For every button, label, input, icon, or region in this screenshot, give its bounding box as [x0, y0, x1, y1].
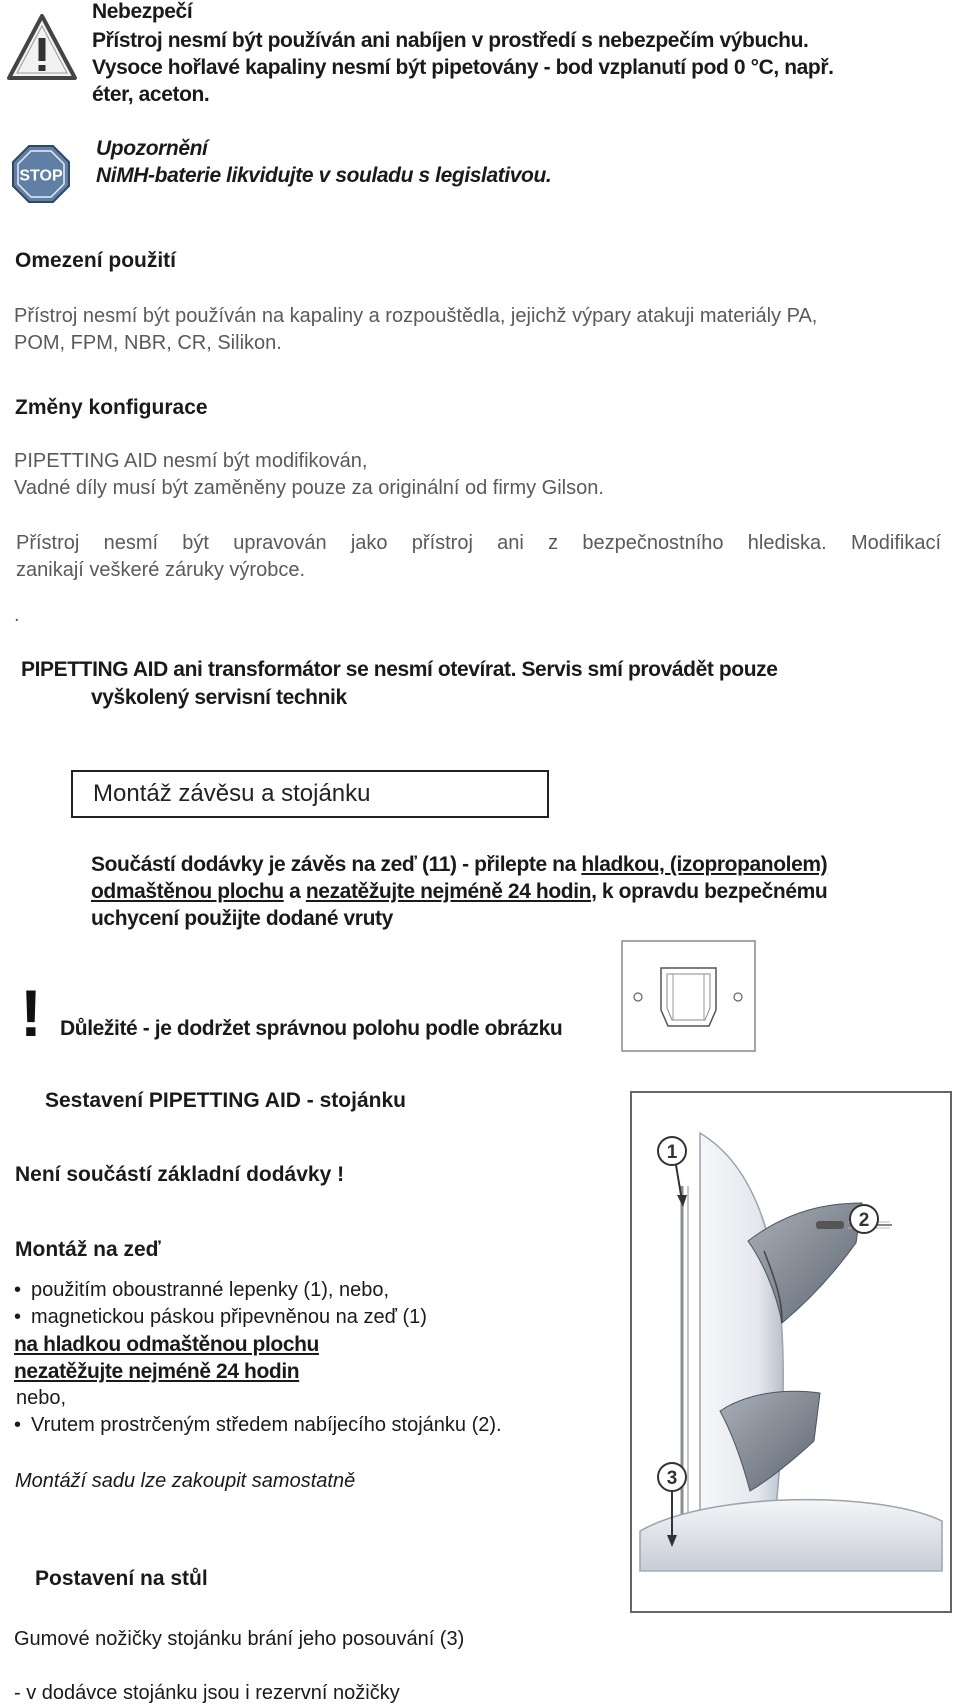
danger-line-1: Přístroj nesmí být používán ani nabíjen v prostředí s nebezpečím výbuchu. — [92, 29, 809, 52]
mount-paragraph-line-3: uchycení použijte dodané vruty — [91, 907, 393, 930]
stand-illustration — [630, 1091, 952, 1613]
smooth-surface-note: na hladkou odmaštěnou plochu — [14, 1333, 319, 1356]
warning-triangle-icon — [6, 12, 78, 82]
no-load-note: nezatěžujte nejméně 24 hodin — [14, 1360, 300, 1383]
mount-paragraph-line-1 — [91, 851, 827, 878]
mount-text-2u1: odmaštěnou plochu — [91, 880, 284, 903]
mount-text-1a: Součástí dodávky je závěs na zeď (11) - přilepte na — [91, 853, 582, 876]
restrictions-line-2: POM, FPM, NBR, CR, Silikon. — [14, 332, 282, 354]
callout-3: 3 — [666, 1468, 678, 1489]
mount-section-title: Montáž závěsu a stojánku — [71, 770, 549, 818]
table-line-1: Gumové nožičky stojánku brání jeho posouvání (3) — [14, 1628, 465, 1650]
config-line-3: Přístroj nesmí být upravován jako přístroj ani z bezpečnostního hlediska. Modifikací — [16, 532, 941, 554]
or-text: nebo, — [16, 1387, 67, 1409]
table-line-2: - v dodávce stojánku jsou i rezervní nožičky — [14, 1682, 400, 1704]
assembly-heading: Sestavení PIPETTING AID - stojánku — [45, 1089, 406, 1112]
mount-paragraph-line-2 — [91, 878, 827, 905]
mount-text-2a: a — [283, 880, 306, 903]
config-line-2: Vadné díly musí být zaměněny pouze za originální od firmy Gilson. — [14, 477, 604, 499]
danger-title: Nebezpečí — [92, 0, 193, 23]
callout-2: 2 — [858, 1210, 870, 1231]
callout-1: 1 — [666, 1142, 678, 1163]
service-line-2: vyškolený servisní technik — [91, 686, 347, 709]
important-note: Důležité - je dodržet správnou polohu podle obrázku — [60, 1017, 563, 1040]
restrictions-heading: Omezení použití — [15, 249, 177, 272]
wall-mount-bullet-2 — [14, 1304, 427, 1331]
config-line-4: zanikají veškeré záruky výrobce. — [16, 559, 306, 581]
not-included-note: Není součástí základní dodávky ! — [15, 1163, 345, 1186]
bullet-1-text: použitím oboustranné lepenky (1), nebo, — [31, 1279, 390, 1301]
config-dot: . — [14, 604, 20, 626]
stop-sign-icon — [12, 145, 70, 203]
warning-title: Upozornění — [96, 137, 208, 160]
wall-mount-bullet-3 — [14, 1412, 502, 1439]
bullet-2-text: magnetickou páskou připevněnou na zeď (1) — [31, 1306, 427, 1328]
service-line-1: PIPETTING AID ani transformátor se nesmí otevírat. Servis smí provádět pouze — [21, 658, 778, 681]
kit-note: Montáží sadu lze zakoupit samostatně — [15, 1470, 356, 1492]
exclamation-mark: ! — [20, 976, 42, 1050]
mount-text-1u: hladkou, (izopropanolem) — [581, 853, 828, 876]
config-heading: Změny konfigurace — [15, 396, 208, 419]
wall-mount-heading: Montáž na zeď — [15, 1238, 161, 1261]
danger-line-3: éter, aceton. — [92, 83, 210, 106]
warning-line-1: NiMH-baterie likvidujte v souladu s legislativou. — [96, 164, 552, 187]
config-line-1: PIPETTING AID nesmí být modifikován, — [14, 450, 368, 472]
wall-bracket-drawing — [621, 940, 756, 1052]
table-placement-heading: Postavení na stůl — [35, 1567, 208, 1590]
mount-text-2u2: nezatěžujte nejméně 24 hodin — [305, 880, 592, 903]
mount-text-2b: , k opravdu bezpečnému — [591, 880, 828, 903]
stop-sign-text: STOP — [19, 167, 63, 185]
bullet-3-text: Vrutem prostrčeným středem nabíjecího stojánku (2). — [31, 1414, 502, 1436]
restrictions-line-1: Přístroj nesmí být používán na kapaliny a rozpouštědla, jejichž výpary atakuji materiály PA, — [14, 305, 818, 327]
wall-mount-bullet-1 — [14, 1277, 389, 1304]
danger-line-2: Vysoce hořlavé kapaliny nesmí být pipetovány - bod vzplanutí pod 0 °C, např. — [92, 56, 834, 79]
